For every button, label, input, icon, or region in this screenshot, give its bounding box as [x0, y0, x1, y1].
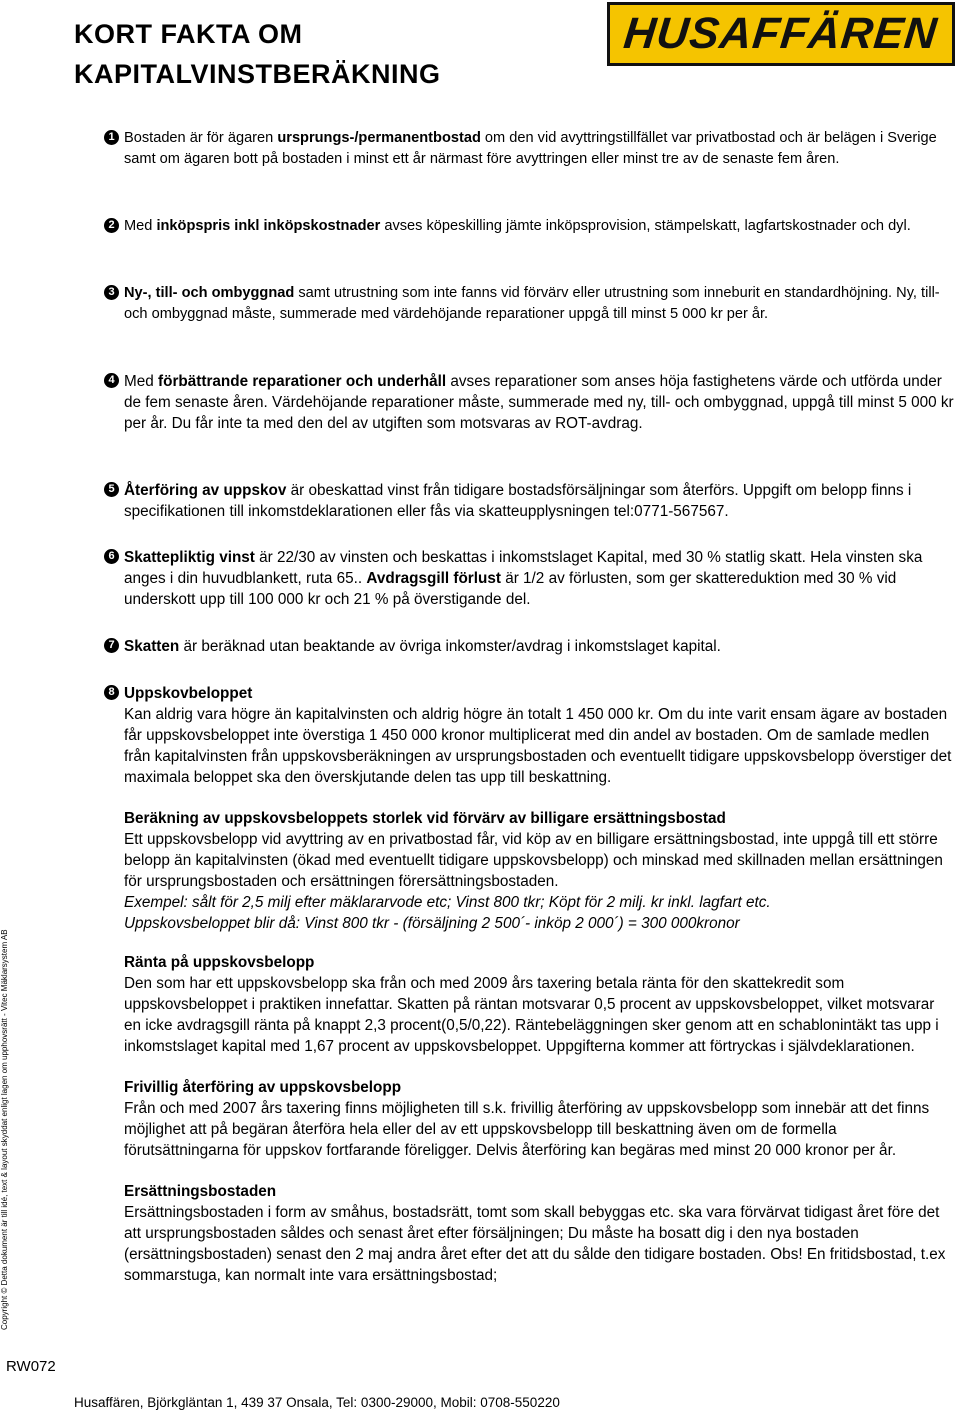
number-badge: 1	[104, 130, 119, 145]
title-line-1: KORT FAKTA OM	[74, 19, 303, 49]
number-badge: 8	[104, 685, 119, 700]
section-heading: Uppskovbeloppet	[124, 685, 253, 702]
section-heading: Frivillig återföring av uppskovsbelopp	[124, 1079, 402, 1096]
number-badge: 4	[104, 373, 119, 388]
number-badge: 3	[104, 285, 119, 300]
section-text: Ett uppskovsbelopp vid avyttring av en privatbostad får, vid köp av en billigare ersättningsbostad, inte uppgå till ett större belopp än kapitalvinsten (ökad med eventuellt tidigare uppskovsbelopp) och minskad med skillnaden mellan ersättningen för ursprungsbostaden och ersättningen förersättningsbostaden.	[124, 831, 943, 890]
section-text: Ersättningsbostaden i form av småhus, bostadsrätt, tomt som skall bebyggas etc. ska vara förvärvat tidigast året före det att ursprungsbostaden såldes och senast året efter försäljningen; Du måste ha bosatt dig i den nya bostaden (ersättningsbostaden) senast den 2 maj andra året efter det att du sålde den tidigare bostaden. Obs! En fritidsbostad, t.ex sommarstuga, kan normalt inte vara ersättningsbostad;	[124, 1204, 946, 1284]
fact-item-5	[104, 480, 954, 522]
fact-item-3	[104, 283, 954, 325]
number-badge: 7	[104, 638, 119, 653]
section-text: Kan aldrig vara högre än kapitalvinsten och aldrig högre än totalt 1 450 000 kr. Om du inte varit ensam ägare av bostaden får uppskovsbeloppet inte överstiga 1 450 000 kronor multiplicerat med din andel av bostaden. Om de samlade medlen från kapitalvinsten från uppskovsberäkningen av ursprungsbostaden och eventuellt tidigare uppskovsbelopp överstiger det maximala beloppet ska den överskjutande delen tas upp till beskattning.	[124, 706, 952, 786]
fact-item-8	[104, 683, 954, 1286]
number-badge: 2	[104, 218, 119, 233]
section-text: Från och med 2007 års taxering finns möjligheten till s.k. frivillig återföring av uppskovsbelopp som innebär att det finns möjlighet att på begäran återföra hela eller del av ett uppskovsbelopp till beskattning även om de formella förutsättningarna för uppskov fortfarande föreligger. Delvis återföring kan begäras med minst 20 000 kronor per år.	[124, 1100, 930, 1159]
item-text: Ny-, till- och ombyggnad samt utrustning som inte fanns vid förvärv eller utrustning som inneburit en standardhöjning. Ny, till- och ombyggnad måste, summerade med värdehöjande reparationer uppgå till minst 5 000 kr per år.	[124, 285, 940, 322]
section-heading: Beräkning av uppskovsbeloppets storlek vid förvärv av billigare ersättningsbostad	[124, 810, 726, 827]
section-heading: Ersättningsbostaden	[124, 1183, 277, 1200]
example-line: Uppskovsbeloppet blir då: Vinst 800 tkr - (försäljning 2 500´- inköp 2 000´) = 300 000kronor	[124, 915, 740, 932]
section-heading: Ränta på uppskovsbelopp	[124, 954, 315, 971]
section-text: Den som har ett uppskovsbelopp ska från och med 2009 års taxering betala ränta för den skattekredit som uppskovsbeloppet i praktiken innefattar. Skatten på räntan motsvarar 0,5 procent av uppskovsbeloppet, vilket motsvarar en icke avdragsgill ränta på knappt 2,3 procent(0,5/0,22). Räntebeläggningen sker genom att en schablonintäkt tas upp i inkomstslaget kapital med 1,67 procent av uppskovsbeloppet. Uppgifterna kommer att förtryckas i självdeklarationen.	[124, 975, 939, 1055]
number-badge: 5	[104, 482, 119, 497]
item-text: Återföring av uppskov är obeskattad vinst från tidigare bostadsförsäljningar som återförs. Uppgift om belopp finns i specifikationen till inkomstdeklarationen eller fås via skatteupplysningen tel:0771-567567.	[124, 482, 912, 520]
number-badge: 6	[104, 549, 119, 564]
fact-item-1	[104, 128, 954, 170]
title-line-2: KAPITALVINSTBERÄKNING	[74, 59, 441, 89]
fact-item-4	[104, 371, 954, 434]
logo-text: HUSAFFÄREN	[621, 9, 941, 58]
document-code: RW072	[6, 1358, 56, 1375]
page-title	[74, 14, 441, 94]
example-line: Exempel: sålt för 2,5 milj efter mäklararvode etc; Vinst 800 tkr; Köpt för 2 milj. kr inkl. lagfart etc.	[124, 894, 771, 911]
item-text: Skatten är beräknad utan beaktande av övriga inkomster/avdrag i inkomstslaget kapital.	[124, 638, 721, 655]
fact-item-2	[104, 216, 954, 237]
copyright-notice: Copyright © Detta dokument är till idé, text & layout skyddat enligt lagen om upphovsrätt - Vitec Mäklarsystem AB	[0, 929, 9, 1330]
footer-contact: Husaffären, Björkgläntan 1, 439 37 Onsala, Tel: 0300-29000, Mobil: 0708-550220	[74, 1395, 560, 1410]
item-text: Skattepliktig vinst är 22/30 av vinsten och beskattas i inkomstslaget Kapital, med 30 % statlig skatt. Hela vinsten ska anges i din huvudblankett, ruta 65.. Avdragsgill förlust är 1/2 av förlusten, som ger skattereduktion med 30 % vid underskott upp till 100 000 kr och 21 % på överstigande del.	[124, 549, 923, 608]
item-text: Med förbättrande reparationer och underhåll avses reparationer som anses höja fastighetens värde och utförda under de fem senaste åren. Värdehöjande reparationer måste, summerade med ny, till- och ombyggnad, uppgå till minst 5 000 kr per år. Du får inte ta med den del av utgiften som motsvaras av ROT-avdrag.	[124, 373, 954, 432]
company-logo	[607, 2, 955, 66]
fact-item-6	[104, 547, 954, 610]
fact-item-7	[104, 636, 954, 657]
item-text: Med inköpspris inkl inköpskostnader avses köpeskilling jämte inköpsprovision, stämpelskatt, lagfartskostnader och dyl.	[124, 218, 911, 234]
item-text: Bostaden är för ägaren ursprungs-/permanentbostad om den vid avyttringstillfället var privatbostad och är belägen i Sverige samt om ägaren bott på bostaden i minst ett år närmast före avyttringen eller minst tre av de senaste fem åren.	[124, 130, 937, 167]
